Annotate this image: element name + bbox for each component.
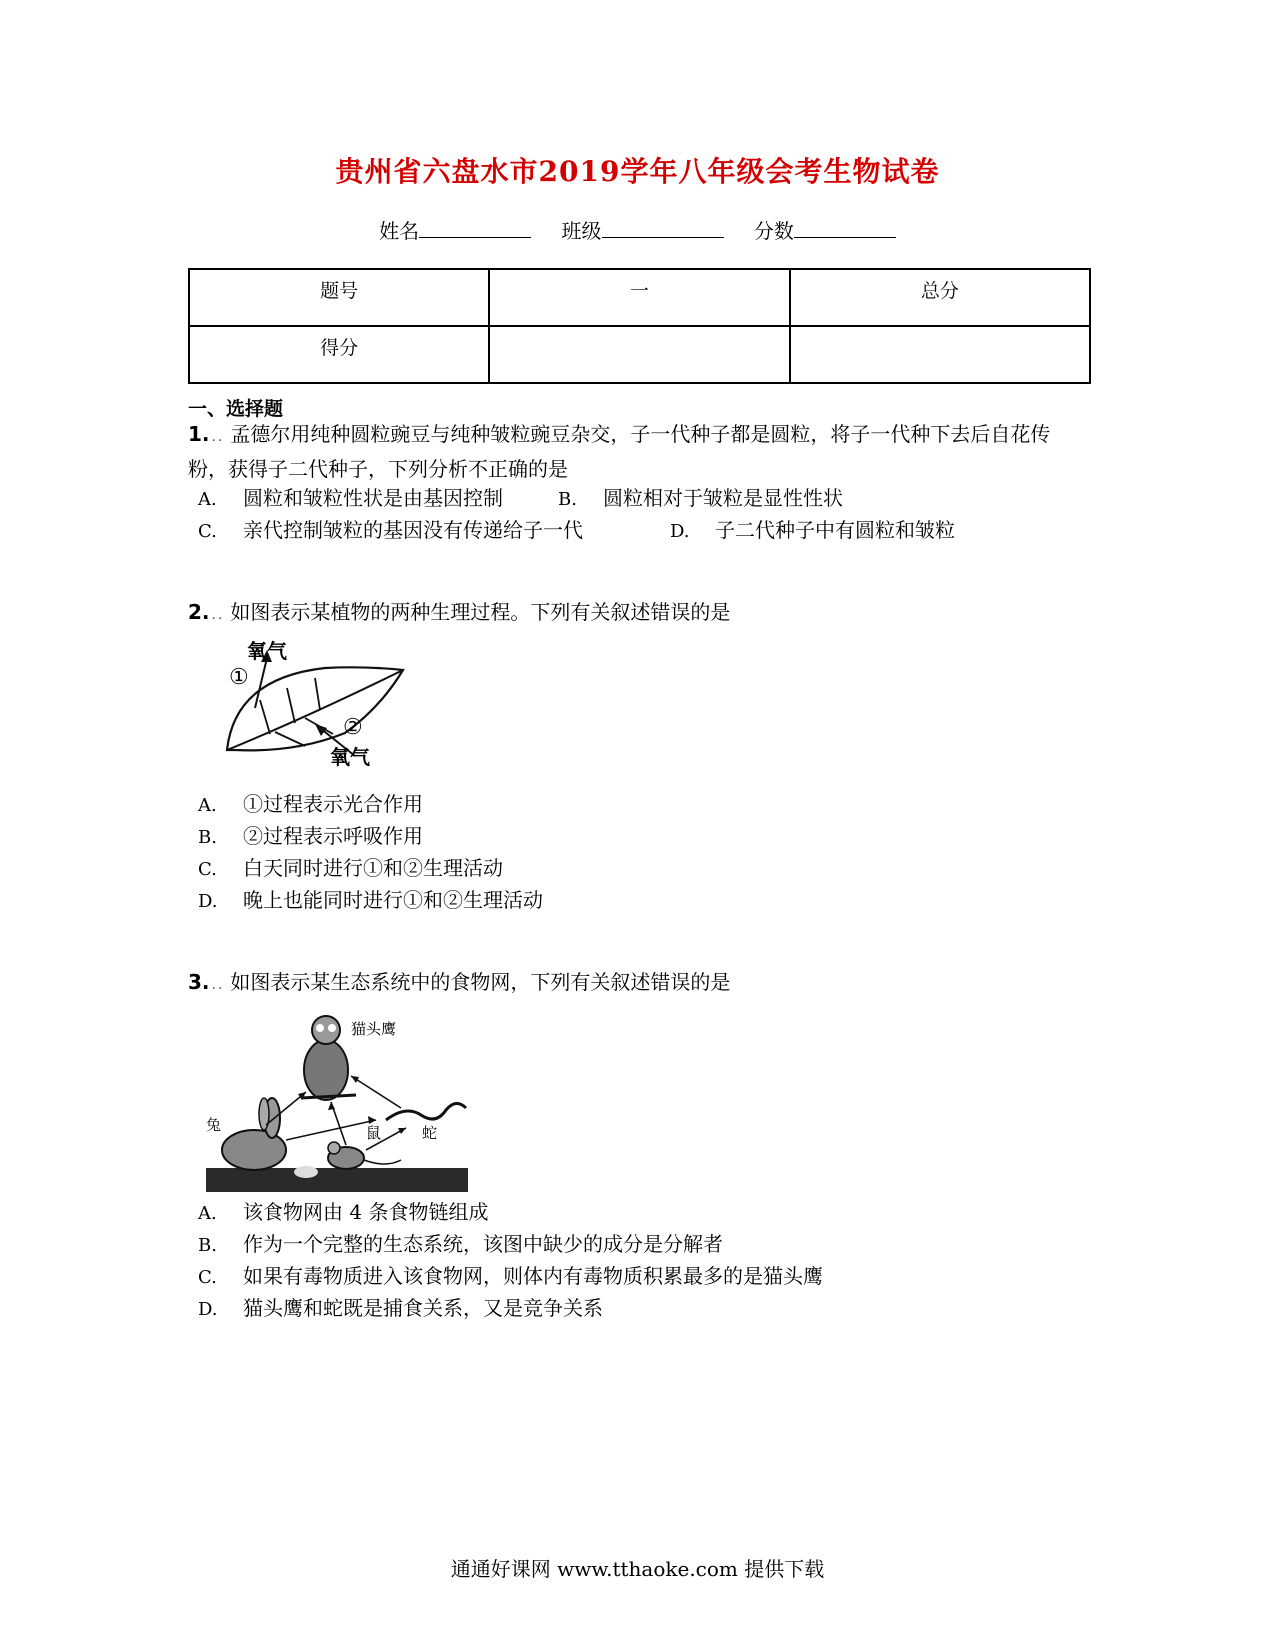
food-web-diagram <box>206 1010 476 1192</box>
option-label: D. <box>198 1299 218 1320</box>
option-label: D. <box>198 891 218 912</box>
label-snake: 蛇 <box>422 1124 438 1142</box>
owl-figure <box>301 1016 356 1100</box>
section-title: 一、选择题 <box>188 398 284 420</box>
question-dots: .. <box>211 977 225 993</box>
label-rabbit: 兔 <box>206 1116 222 1134</box>
name-label: 姓名 <box>379 219 420 243</box>
option-label: A. <box>198 1203 217 1224</box>
q2-option-d[interactable] <box>188 884 543 913</box>
q1-option-a[interactable] <box>188 482 503 511</box>
question-1-stem <box>188 418 1088 485</box>
score-row-label: 得分 <box>189 326 489 383</box>
question-2-stem <box>188 596 1088 631</box>
option-label: A. <box>198 795 217 816</box>
class-label: 班级 <box>561 219 602 243</box>
leaf-midrib <box>227 671 401 750</box>
question-number: 1. <box>188 422 210 446</box>
option-label: D. <box>670 521 690 542</box>
score-cell-total[interactable] <box>790 326 1090 383</box>
mouse-figure <box>328 1142 401 1169</box>
option-text: 亲代控制皱粒的基因没有传递给子一代 <box>243 518 583 542</box>
leaf-vein <box>315 678 320 710</box>
header-cell-total: 总分 <box>790 269 1090 326</box>
q1-option-c[interactable] <box>188 514 583 543</box>
exam-title: 贵州省六盘水市2019学年八年级会考生物试卷 <box>335 155 940 188</box>
option-label: C. <box>198 1267 217 1288</box>
question-dots: .. <box>211 429 225 445</box>
ground-strip <box>206 1168 468 1192</box>
class-field[interactable] <box>562 215 724 244</box>
leaf-vein <box>260 700 270 734</box>
option-text: 如果有毒物质进入该食物网，则体内有毒物质积累最多的是猫头鹰 <box>243 1264 823 1288</box>
rabbit-figure <box>222 1098 286 1170</box>
option-text: 晚上也能同时进行①和②生理活动 <box>243 888 543 912</box>
option-text: 圆粒相对于皱粒是显性性状 <box>603 486 843 510</box>
question-number: 3. <box>188 970 210 994</box>
q3-option-b[interactable] <box>188 1228 723 1257</box>
score-label: 分数 <box>753 219 794 243</box>
q3-option-a[interactable] <box>188 1196 488 1225</box>
leaf-vein <box>287 688 295 723</box>
question-text: 孟德尔用纯种圆粒豌豆与纯种皱粒豌豆杂交，子一代种子都是圆粒，将子一代种下去后自花传粉，获得子二代种子，下列分析不正确的是 <box>188 422 1051 481</box>
score-table-score-row <box>189 326 1090 383</box>
q2-option-c[interactable] <box>188 852 503 881</box>
option-text: 圆粒和皱粒性状是由基因控制 <box>243 486 503 510</box>
question-dots: .. <box>211 607 225 623</box>
question-3-stem <box>188 966 1088 1001</box>
q2-option-a[interactable] <box>188 788 423 817</box>
score-table <box>188 268 1091 384</box>
name-blank[interactable] <box>419 219 531 238</box>
q1-option-d[interactable] <box>660 514 955 543</box>
question-number: 2. <box>188 600 210 624</box>
header-cell-section-one: 一 <box>489 269 789 326</box>
label-oxygen-bottom: 氧气 <box>330 745 370 768</box>
student-info-line <box>0 215 1275 244</box>
q3-option-d[interactable] <box>188 1292 603 1321</box>
class-blank[interactable] <box>602 219 724 238</box>
option-label: B. <box>558 489 577 510</box>
leaf-vein <box>275 732 305 746</box>
grass-patch <box>294 1166 318 1178</box>
q3-option-c[interactable] <box>188 1260 823 1289</box>
option-label: B. <box>198 1235 217 1256</box>
option-label: C. <box>198 521 217 542</box>
name-field[interactable] <box>379 215 531 244</box>
score-cell-section-one[interactable] <box>489 326 789 383</box>
option-text: 白天同时进行①和②生理活动 <box>243 856 503 880</box>
option-text: 子二代种子中有圆粒和皱粒 <box>715 518 955 542</box>
option-text: ①过程表示光合作用 <box>243 792 423 816</box>
option-label: C. <box>198 859 217 880</box>
option-text: ②过程表示呼吸作用 <box>243 824 423 848</box>
question-text: 如图表示某植物的两种生理过程。下列有关叙述错误的是 <box>230 600 731 624</box>
option-text: 猫头鹰和蛇既是捕食关系，又是竞争关系 <box>243 1296 603 1320</box>
score-blank[interactable] <box>794 219 896 238</box>
label-process-one: ① <box>229 665 249 690</box>
option-text: 作为一个完整的生态系统，该图中缺少的成分是分解者 <box>243 1232 723 1256</box>
label-mouse: 鼠 <box>366 1124 382 1142</box>
arrow-head <box>315 724 327 736</box>
label-owl: 猫头鹰 <box>351 1020 397 1038</box>
label-oxygen-top: 氧气 <box>247 639 287 663</box>
option-label: A. <box>198 489 217 510</box>
score-table-header-row <box>189 269 1090 326</box>
label-process-two: ② <box>343 715 363 740</box>
score-field[interactable] <box>754 215 896 244</box>
page-footer: 通通好课网 www.tthaoke.com 提供下载 <box>450 1557 825 1581</box>
header-cell-question-no: 题号 <box>189 269 489 326</box>
option-text: 该食物网由 4 条食物链组成 <box>243 1200 489 1224</box>
q2-option-b[interactable] <box>188 820 423 849</box>
leaf-diagram <box>215 638 415 768</box>
q1-option-b[interactable] <box>548 482 843 511</box>
option-label: B. <box>198 827 217 848</box>
question-text: 如图表示某生态系统中的食物网，下列有关叙述错误的是 <box>230 970 731 994</box>
